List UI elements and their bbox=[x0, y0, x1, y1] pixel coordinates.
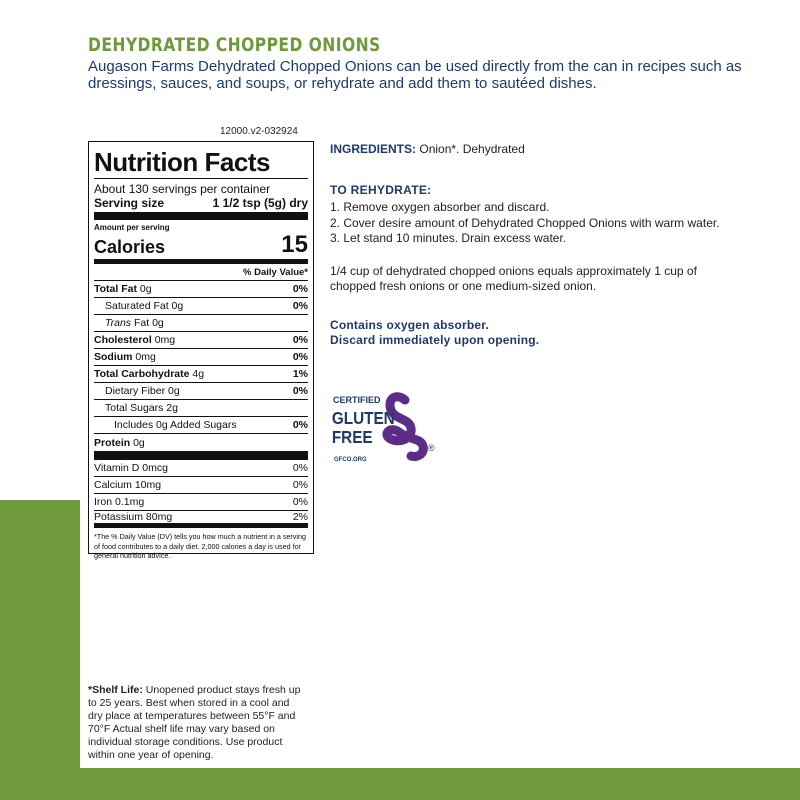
oxygen-absorber-warning bbox=[330, 318, 770, 349]
warning-line-1: Contains oxygen absorber. bbox=[330, 317, 490, 332]
trans-fat-row bbox=[94, 315, 308, 332]
product-title: DEHYDRATED CHOPPED ONIONS bbox=[88, 34, 381, 56]
nutrient-label: Dietary Fiber bbox=[105, 385, 166, 397]
vitamin-row bbox=[94, 477, 308, 494]
ingredients bbox=[330, 142, 770, 158]
gf-gluten: GLUTEN bbox=[331, 407, 395, 429]
vitamin-label: Calcium 10mg bbox=[94, 479, 162, 491]
nutrient-label: Protein bbox=[94, 436, 131, 449]
daily-value-footnote: *The % Daily Value (DV) tells you how much a nutrient in a serving of food contributes to a daily diet. 2,000 calories a day is used for general nutrition advice. bbox=[94, 532, 306, 560]
serving-size-row bbox=[94, 196, 308, 220]
serving-size-label: Serving size bbox=[94, 196, 165, 210]
ingredients-text: Onion*. Dehydrated bbox=[419, 142, 525, 156]
nutrient-amount: 2g bbox=[166, 402, 178, 414]
green-decor-left bbox=[0, 500, 80, 800]
shelf-life-text: Unopened product stays fresh up to 25 years. Best when stored in a cool and dry place at temperatures between 55°F and 70°F Actual shelf life may vary based on individual storage conditions. Use product within one year of opening. bbox=[88, 684, 301, 761]
servings-per-container: About 130 servings per container bbox=[94, 182, 271, 196]
nutrient-amount: 4g bbox=[192, 368, 205, 380]
warning-line-2: Discard immediately upon opening. bbox=[330, 333, 540, 347]
nutrition-facts-title: Nutrition Facts bbox=[94, 147, 308, 179]
nutrient-dv: 1% bbox=[292, 368, 308, 380]
vitamin-dv: 0% bbox=[292, 479, 308, 491]
shelf-life-note bbox=[88, 684, 303, 762]
nutrient-label: Cholesterol bbox=[94, 334, 152, 346]
version-code: 12000.v2-032924 bbox=[220, 126, 298, 137]
vitamin-row bbox=[94, 494, 308, 511]
gf-free: FREE bbox=[331, 426, 373, 448]
calories-value: 15 bbox=[281, 231, 308, 258]
rehydrate-steps bbox=[330, 200, 770, 247]
nutrient-label: Total Fat bbox=[94, 283, 137, 295]
cholesterol-row bbox=[94, 332, 308, 349]
rehydrate-step: 2. Cover desire amount of Dehydrated Chopped Onions with warm water. bbox=[330, 215, 720, 230]
vitamin-label: Iron 0.1mg bbox=[94, 496, 145, 508]
total-carbohydrate-row bbox=[94, 366, 308, 383]
vitamin-mineral-list bbox=[94, 460, 308, 528]
nutrient-dv: 0% bbox=[292, 300, 308, 312]
nutrient-amount: 0g bbox=[133, 436, 145, 449]
nutrient-label: Total Sugars bbox=[105, 402, 164, 414]
added-sugars-row bbox=[94, 417, 308, 434]
nutrient-dv: 0% bbox=[292, 351, 308, 363]
nutrient-amount: 0g bbox=[168, 385, 180, 397]
dietary-fiber-row bbox=[94, 383, 308, 400]
nutrient-dv: 0% bbox=[292, 385, 308, 397]
product-description: Augason Farms Dehydrated Chopped Onions can be used directly from the can in recipes such as dressings, sauces, and soups, or rehydrate and add them to sautéed dishes. bbox=[88, 58, 742, 92]
gf-registered: ® bbox=[428, 443, 435, 453]
green-decor-bottom bbox=[0, 768, 800, 800]
nutrient-label: Fat bbox=[133, 317, 150, 329]
total-fat-row bbox=[94, 281, 308, 298]
vitamin-row bbox=[94, 460, 308, 477]
vitamin-dv: 0% bbox=[292, 462, 308, 474]
rehydrate-equivalence: 1/4 cup of dehydrated chopped onions equals approximately 1 cup of chopped fresh onions or one medium-sized onion. bbox=[330, 263, 697, 293]
rehydrate-title: TO REHYDRATE: bbox=[330, 182, 432, 197]
nutrient-label: Sodium bbox=[94, 351, 133, 363]
nutrient-label-italic: Trans bbox=[105, 317, 132, 329]
sodium-row bbox=[94, 349, 308, 366]
nutrient-label: Saturated Fat bbox=[105, 300, 169, 312]
nutrient-amount: 0g bbox=[152, 317, 164, 329]
saturated-fat-row bbox=[94, 298, 308, 315]
nutrient-dv: 0% bbox=[292, 419, 308, 431]
calories-row bbox=[94, 232, 308, 264]
nutrient-amount: 0mg bbox=[154, 334, 176, 346]
nutrition-facts-panel bbox=[88, 141, 314, 560]
protein-row bbox=[94, 434, 308, 460]
vitamin-label: Potassium 80mg bbox=[94, 511, 173, 523]
vitamin-label: Vitamin D 0mcg bbox=[94, 462, 168, 474]
gluten-free-badge-graphic bbox=[331, 388, 441, 466]
rehydrate-step: 3. Let stand 10 minutes. Drain excess water. bbox=[330, 231, 567, 245]
calories-label: Calories bbox=[94, 237, 166, 257]
vitamin-dv: 2% bbox=[292, 511, 308, 523]
nutrient-dv: 0% bbox=[292, 283, 308, 295]
rehydrate-step: 1. Remove oxygen absorber and discard. bbox=[330, 200, 550, 214]
nutrient-amount: 0mg bbox=[135, 351, 156, 363]
gf-url: GFCO.ORG bbox=[334, 457, 367, 463]
gluten-free-certification-logo bbox=[331, 388, 441, 466]
ingredients-label: INGREDIENTS: bbox=[330, 142, 417, 156]
vitamin-dv: 0% bbox=[292, 496, 308, 508]
vitamin-row bbox=[94, 511, 308, 528]
nutrient-amount: 0g bbox=[171, 300, 184, 312]
nutrient-label: Total Carbohydrate bbox=[94, 368, 190, 380]
daily-value-header: % Daily Value* bbox=[94, 264, 308, 281]
nutrient-dv: 0% bbox=[292, 334, 308, 346]
total-sugars-row bbox=[94, 400, 308, 417]
nutrient-label: Includes 0g Added Sugars bbox=[114, 419, 237, 431]
nutrient-amount: 0g bbox=[139, 283, 152, 295]
serving-size-value: 1 1/2 tsp (5g) dry bbox=[212, 196, 308, 210]
gf-certified: CERTIFIED bbox=[333, 395, 381, 405]
amount-per-serving: Amount per serving bbox=[94, 223, 170, 232]
product-info-column bbox=[330, 142, 770, 349]
shelf-life-label: *Shelf Life: bbox=[88, 684, 143, 696]
